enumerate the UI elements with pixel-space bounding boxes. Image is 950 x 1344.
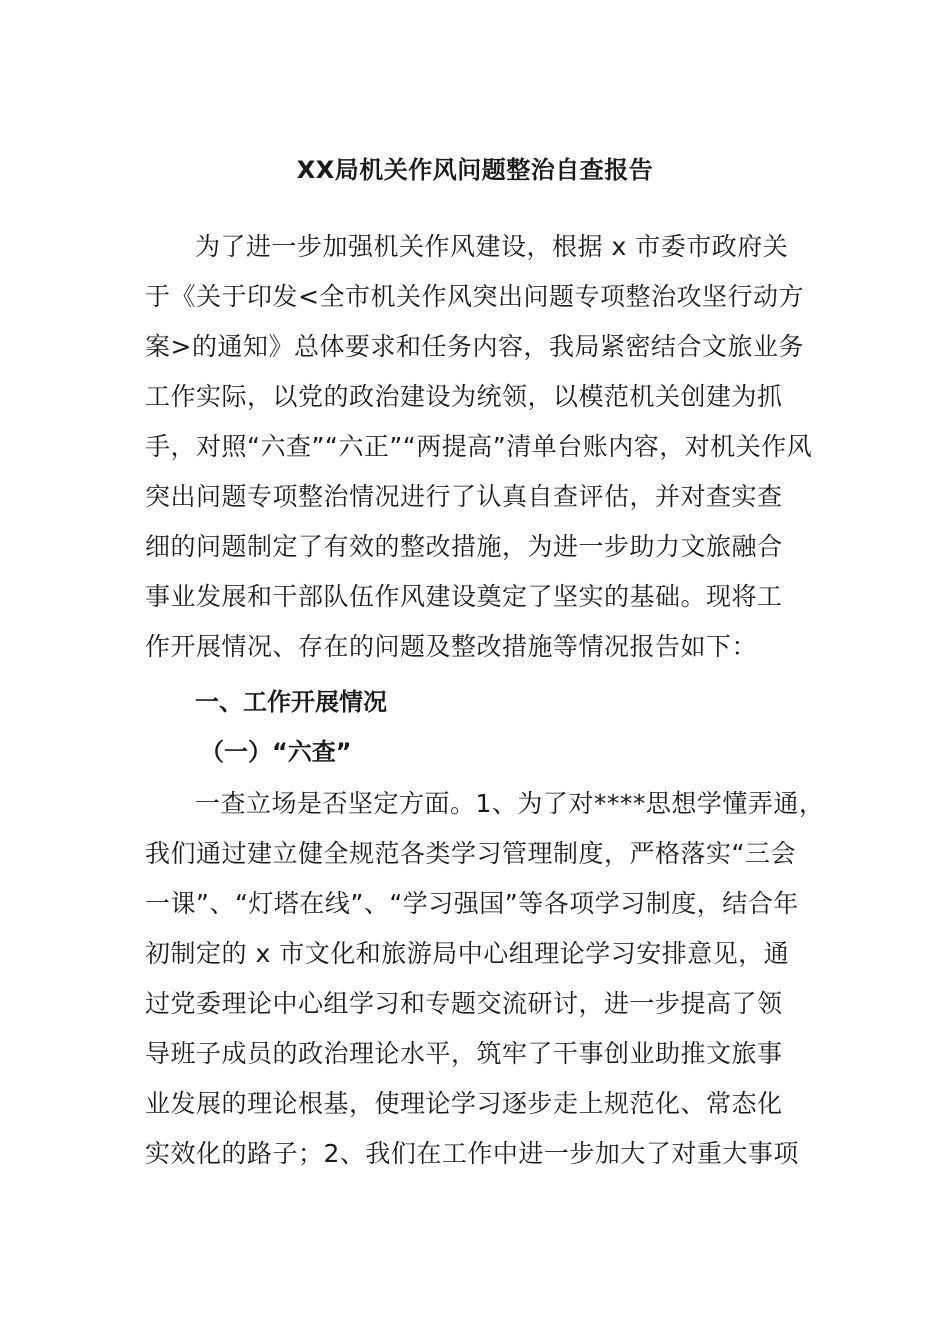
section-heading: 一、工作开展情况 [195, 688, 387, 716]
body-line: 一查立场是否坚定方面。1、为了对****思想学懂弄通， [195, 789, 825, 818]
body-line: 业发展的理论根基，使理论学习逐步走上规范化、常态化 [145, 1089, 783, 1118]
intro-line: 突出问题专项整治情况进行了认真自查评估，并对查实查 [145, 482, 783, 511]
intro-line: 为了进一步加强机关作风建设，根据 x 市委市政府关 [195, 232, 789, 261]
intro-line: 细的问题制定了有效的整改措施，为进一步助力文旅融合 [145, 532, 783, 561]
intro-line: 工作实际，以党的政治建设为统领，以模范机关创建为抓 [145, 382, 783, 411]
body-line: 过党委理论中心组学习和专题交流研讨，进一步提高了领 [145, 989, 783, 1018]
document-title: XX局机关作风问题整治自查报告 [296, 156, 654, 184]
intro-line: 事业发展和干部队伍作风建设奠定了坚实的基础。现将工 [145, 582, 783, 611]
body-line: 一课”、“灯塔在线”、“学习强国”等各项学习制度，结合年 [145, 889, 799, 918]
body-line: 导班子成员的政治理论水平，筑牢了干事创业助推文旅事 [145, 1039, 783, 1068]
intro-line: 案>的通知》总体要求和任务内容，我局紧密结合文旅业务 [145, 332, 804, 361]
intro-line: 作开展情况、存在的问题及整改措施等情况报告如下： [145, 632, 758, 661]
subsection-heading: （一）“六查” [200, 738, 352, 766]
intro-line: 手，对照“六查”“六正”“两提高”清单台账内容，对机关作风 [145, 432, 813, 461]
intro-line: 于《关于印发<全市机关作风突出问题专项整治攻坚行动方 [145, 282, 804, 311]
body-line: 初制定的 x 市文化和旅游局中心组理论学习安排意见，通 [145, 939, 790, 968]
body-line: 实效化的路子；2、我们在工作中进一步加大了对重大事项 [145, 1139, 799, 1168]
body-line: 我们通过建立健全规范各类学习管理制度，严格落实“三会 [145, 839, 796, 868]
